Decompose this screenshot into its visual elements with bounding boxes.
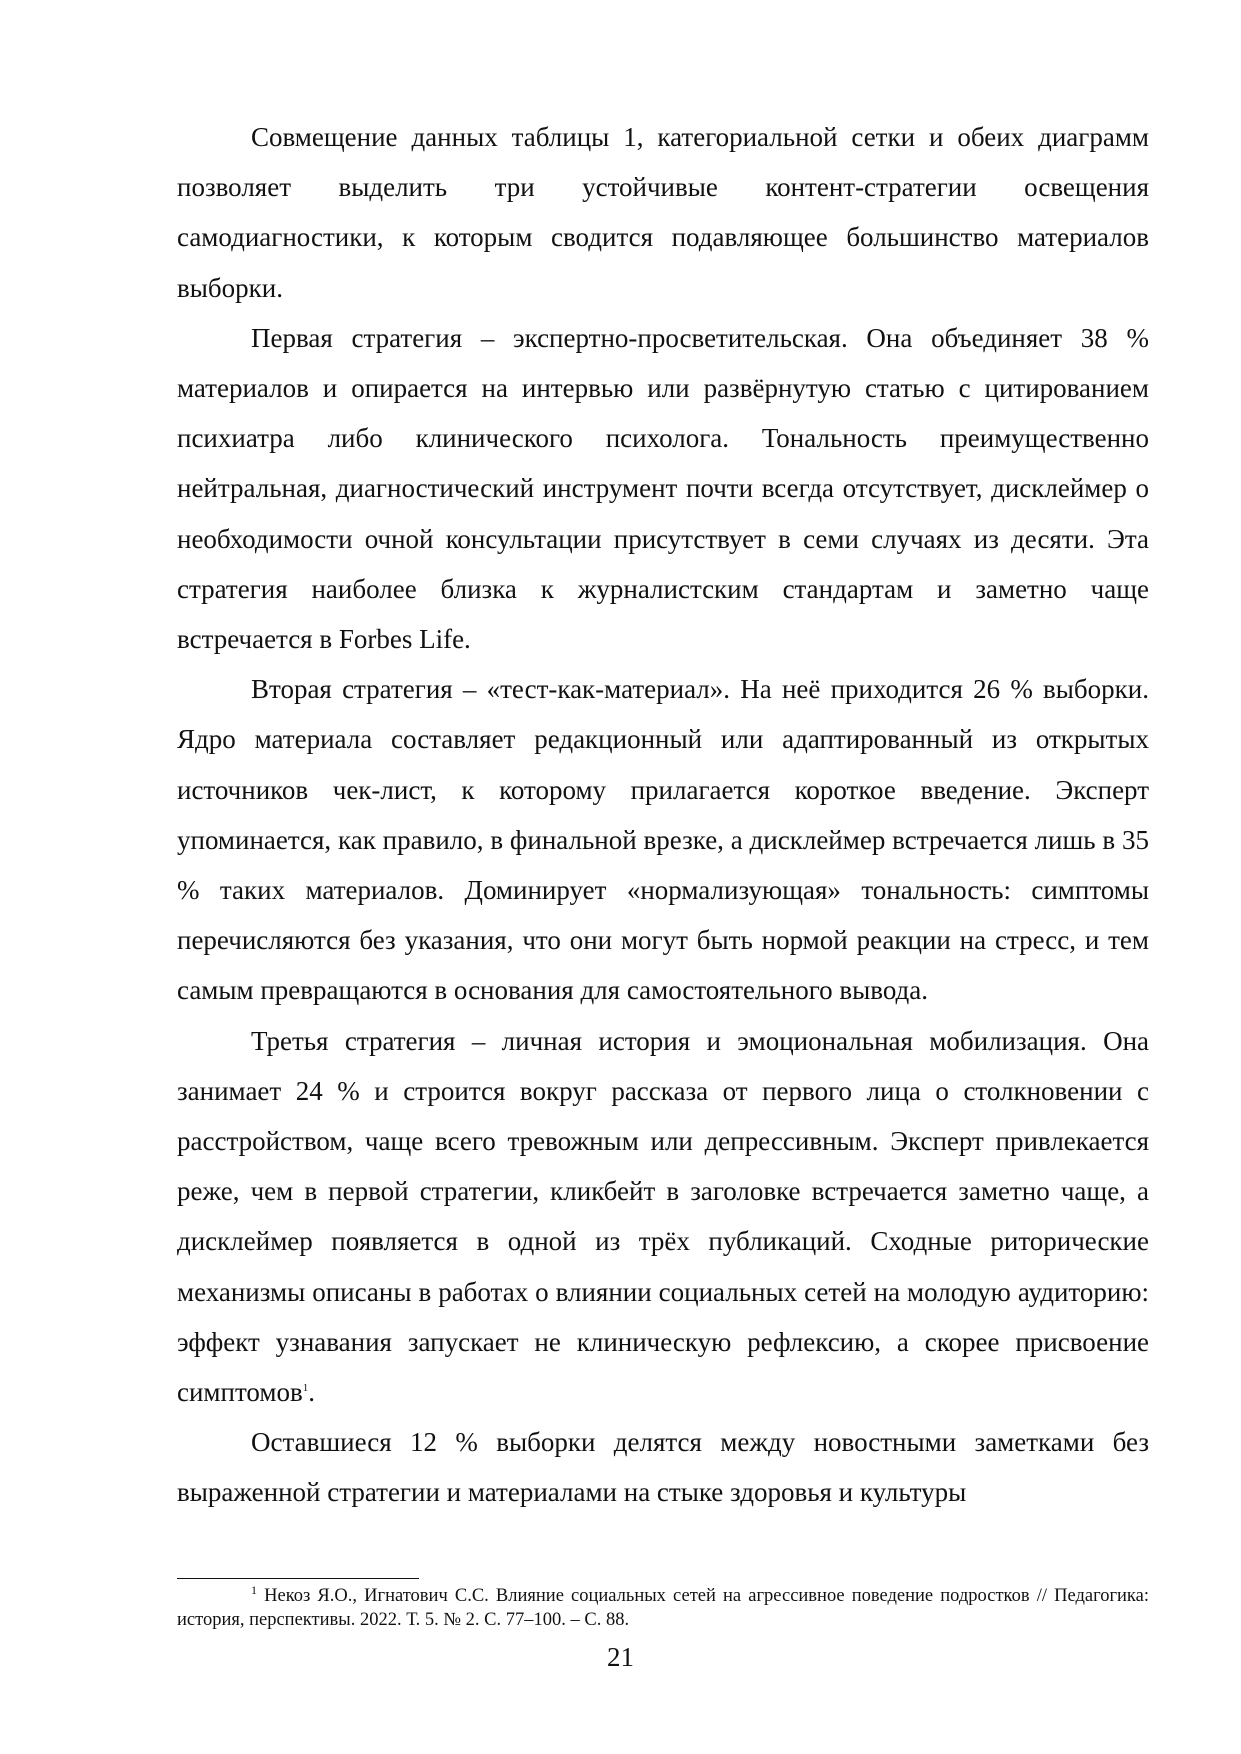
paragraph-4 (177, 1016, 1149, 1418)
page-number: 21 (607, 1642, 634, 1672)
footnote-number: 1 (251, 1583, 257, 1597)
paragraph-4-end: . (308, 1377, 315, 1408)
footnote (177, 1584, 1149, 1632)
footnote-reference[interactable]: 1 (302, 1382, 309, 1395)
paragraph-2: Первая стратегия – экспертно-просветительская. Она объединяет 38 % материалов и опирается на интервью или развёрнутую статью с цитированием психиатра либо клинического психолога. Тональность преимущественно нейтральная, диагностический инструмент почти всегда отсутствует, дисклеймер о необходимости очной консультации присутствует в семи случаях из десяти. Эта стратегия наиболее близка к журналистским стандартам и заметно чаще встречается в Forbes Life. (177, 322, 1149, 655)
paragraph-1: Совмещение данных таблицы 1, категориальной сетки и обеих диаграмм позволяет выделить три устойчивые контент-стратегии освещения самодиагностики, к которым сводится подавляющее большинство материалов выборки. (177, 122, 1149, 303)
paragraph-4-text: Третья стратегия – личная история и эмоциональная мобилизация. Она занимает 24 % и строится вокруг рассказа от первого лица о столкновении с расстройством, чаще всего тревожным или депрессивным. Эксперт привлекается реже, чем в первой стратегии, кликбейт в заголовке встречается заметно чаще, а дисклеймер появляется в одной из трёх публикаций. Сходные риторические механизмы описаны в работах о влиянии социальных сетей на молодую аудиторию: эффект узнавания запускает не клиническую рефлексию, а скорее присвоение симптомов (177, 1025, 1149, 1408)
paragraph-5: Оставшиеся 12 % выборки делятся между новостными заметками без выраженной стратегии и материалами на стыке здоровья и культуры (177, 1427, 1149, 1508)
body-text (177, 112, 1149, 1518)
footnote-separator (177, 1578, 419, 1579)
footnote-text: Некоз Я.О., Игнатович С.С. Влияние социальных сетей на агрессивное поведение подростков // Педагогика: история, перспективы. 2022. Т. 5. № 2. С. 77–100. – С. 88. (177, 1586, 1149, 1630)
paragraph-3: Вторая стратегия – «тест-как-материал». На неё приходится 26 % выборки. Ядро материала составляет редакционный или адаптированный из открытых источников чек-лист, к которому прилагается короткое введение. Эксперт упоминается, как правило, в финальной врезке, а дисклеймер встречается лишь в 35 % таких материалов. Доминирует «нормализующая» тональность: симптомы перечисляются без указания, что они могут быть нормой реакции на стресс, и тем самым превращаются в основания для самостоятельного вывода. (177, 674, 1149, 1006)
